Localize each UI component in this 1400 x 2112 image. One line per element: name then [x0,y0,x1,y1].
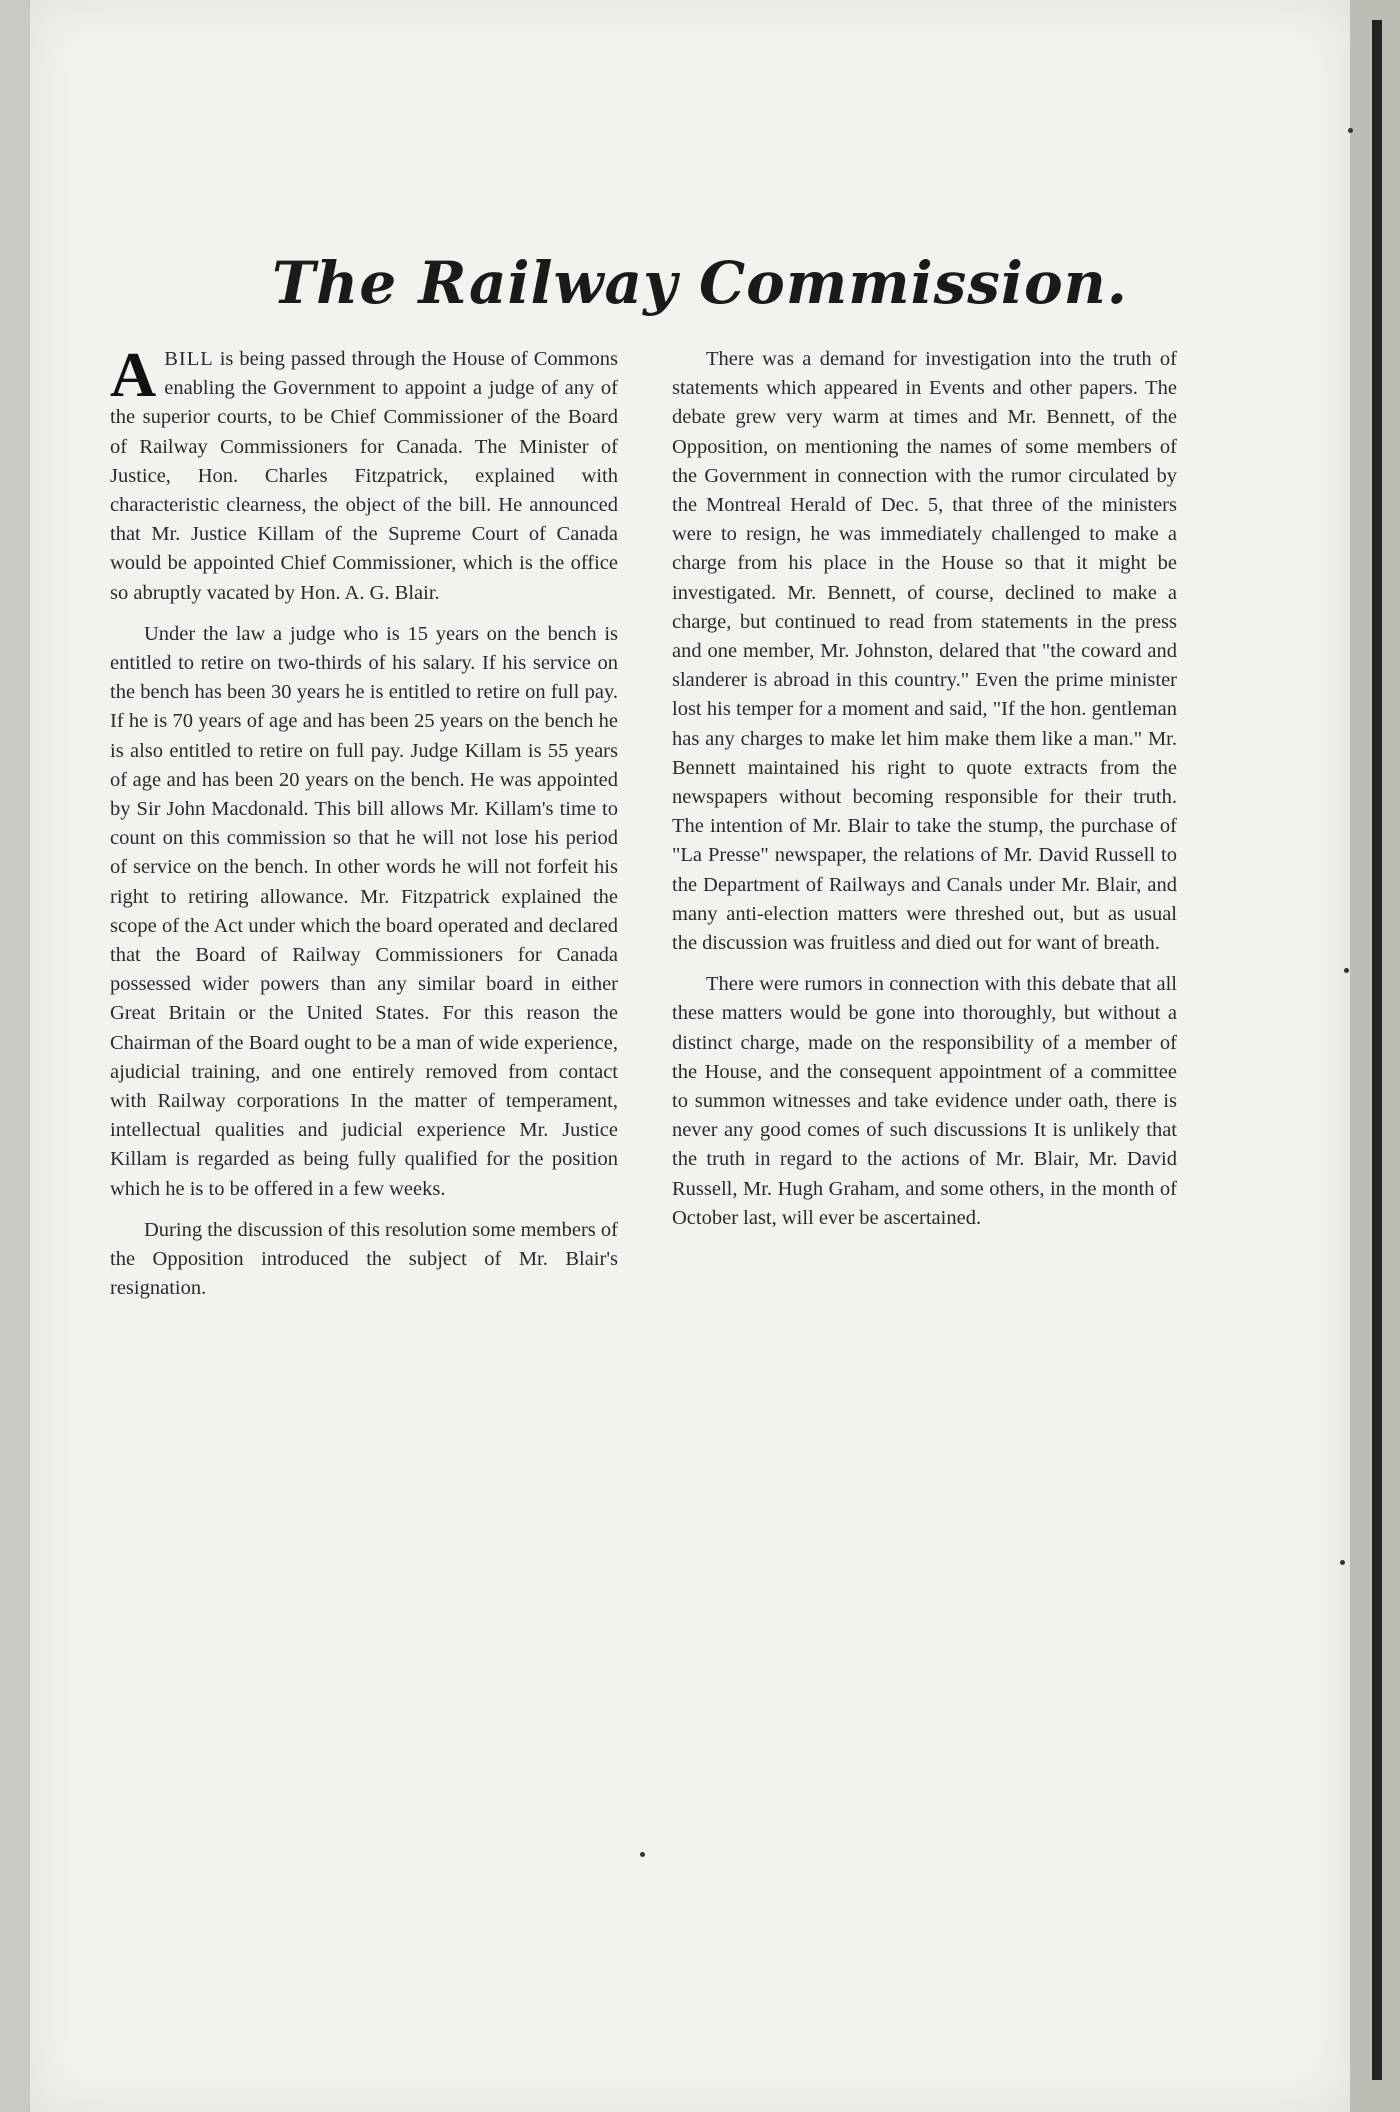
paragraph-intro-text: is being passed through the House of Commons enabling the Government to appoint a judge of any of the superior courts, to be Chief Commissioner of the Board of Railway Commissioners for Canada. The Minister of Justice, Hon. Charles Fitzpatrick, explained with characteristic clearness, the object of the bill. He announced that Mr. Justice Killam of the Supreme Court of Canada would be appointed Chief Commissioner, which is the office so abruptly vacated by Hon. A. G. Blair. [110,348,618,604]
margin-speck [1340,1560,1345,1565]
first-words: BILL [164,348,214,370]
margin-speck [1348,128,1353,133]
paragraph-retirement: Under the law a judge who is 15 years on the bench is entitled to retire on two-thirds of his salary. If his service on the bench has been 30 years he is entitled to retire on full pay. If he is 70 years of age and has been 25 years on the bench he is also entitled to retire on full pay. Judge Killam is 55 years of age and has been 20 years on the bench. He was appointed by Sir John Macdonald. This bill allows Mr. Killam's time to count on this commission so that he will not lose his period of service on the bench. In other words he will not forfeit his right to retiring allowance. Mr. Fitzpatrick explained the scope of the Act under which the board operated and declared that the Board of Railway Commissioners for Canada possessed wider powers than any similar board in either Great Britain or the United States. For this reason the Chairman of the Board ought to be a man of wide experience, ajudicial training, and one entirely removed from contact with Railway corporations In the matter of temperament, intellectual qualities and judicial experience Mr. Justice Killam is regarded as being fully qualified for the position which he is to be offered in a few weeks. [110,622,618,1200]
paragraph-intro [110,339,618,608]
article-title: The Railway Commission. [271,248,1128,317]
left-column [110,339,618,1316]
binding-edge-line [1372,20,1382,2080]
margin-speck [640,1852,645,1857]
paragraph-rumors: There were rumors in connection with this debate that all these matters would be gone into thoroughly, but without a distinct charge, made on the responsibility of a member of the House, and the consequent appointment of a committee to summon witnesses and take evidence under oath, there is never any good comes of such discussions It is unlikely that the truth in regard to the actions of Mr. Blair, Mr. David Russell, Mr. Hugh Graham, and some others, in the month of October last, will ever be ascertained. [672,973,1177,1229]
paragraph-discussion: During the discussion of this resolution some members of the Opposition introduced the subject of Mr. Blair's resignation. [110,1218,618,1300]
drop-cap: A [110,339,157,410]
margin-speck [1344,968,1349,973]
right-column [672,345,1177,1245]
paragraph-debate: There was a demand for investigation into the truth of statements which appeared in Events and other papers. The debate grew very warm at times and Mr. Bennett, of the Opposition, on mentioning the names of some members of the Government in connection with the rumor circulated by the Montreal Herald of Dec. 5, that three of the ministers were to resign, he was immediately challenged to make a charge from his place in the House so that it might be investigated. Mr. Bennett, of course, declined to make a charge, but continued to read from statements in the press and one member, Mr. Johnston, delared that "the coward and slanderer is abroad in this country." Even the prime minister lost his temper for a moment and said, "If the hon. gentleman has any charges to make let him make them like a man." Mr. Bennett maintained his right to quote extracts from the newspapers without becoming responsible for their truth. The intention of Mr. Blair to take the stump, the purchase of "La Presse" newspaper, the relations of Mr. David Russell to the Department of Railways and Canals under Mr. Blair, and many anti-election matters were threshed out, but as usual the discussion was fruitless and died out for want of breath. [672,348,1177,955]
